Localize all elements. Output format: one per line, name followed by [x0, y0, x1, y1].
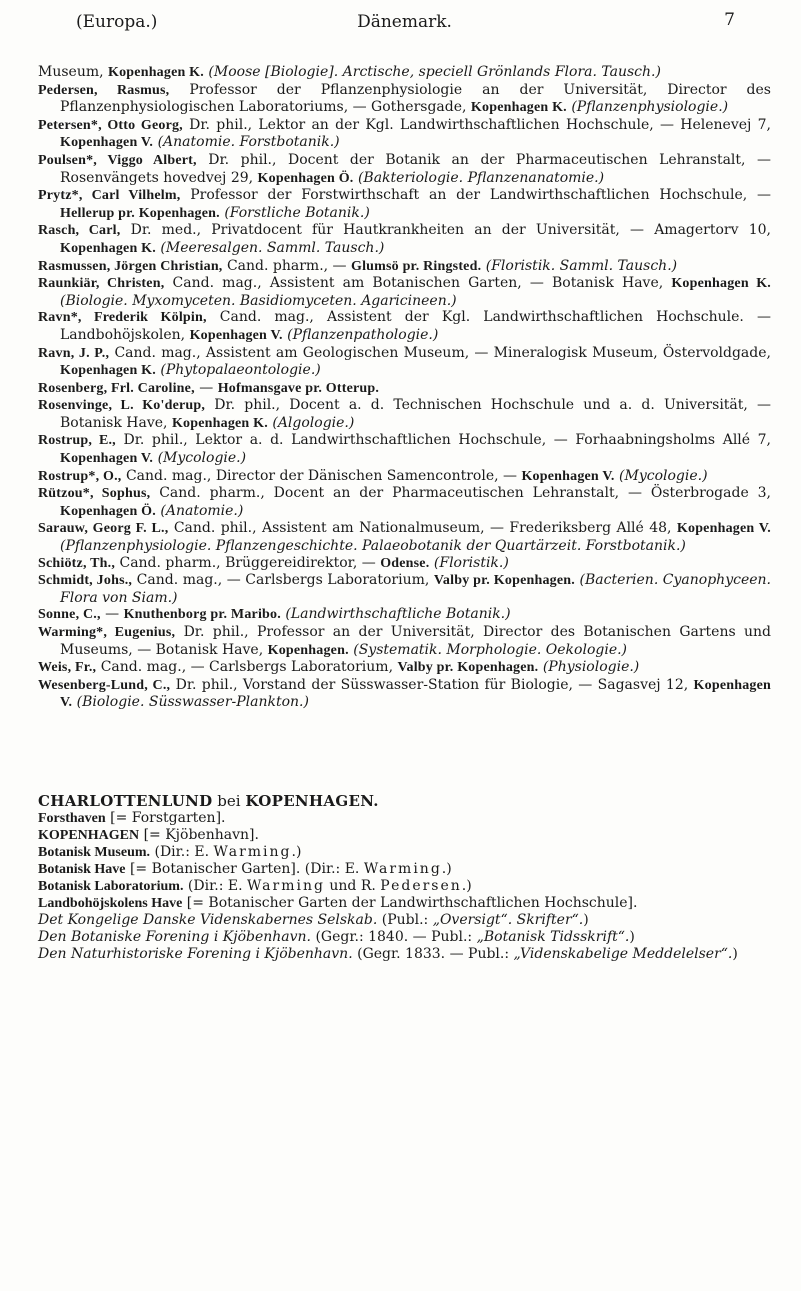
entry-specialty: (Pflanzenphysiologie. Pflanzengeschichte. Palaeobotanik der Quartärzeit. Forstbotanik.): [60, 538, 686, 555]
entry-details: Cand. pharm., Brüggereidirektor, —: [115, 554, 381, 571]
entry-specialty: (Physiologie.): [542, 659, 640, 676]
entry-details: Cand. mag., Director der Dänischen Samencontrole, —: [121, 467, 522, 484]
directory-entry: [38, 345, 771, 380]
entry-name: Raunkiär, Christen,: [38, 276, 165, 292]
directory-entry: [38, 397, 771, 432]
institution-line: KOPENHAGEN [= Kjöbenhavn].: [38, 826, 259, 843]
directory-entry: [38, 82, 771, 117]
directory-entry: [38, 485, 771, 520]
entry-city: Odense.: [380, 555, 430, 571]
directory-entry: [38, 152, 771, 187]
entry-details: Dr. phil., Lektor an der Kgl. Landwirthschaftlichen Hochschule, — Helenevej 7,: [182, 116, 771, 133]
entry-city: Hellerup pr. Kopenhagen.: [60, 205, 220, 221]
entry-name: Rosenvinge, L. Ko'derup,: [38, 398, 206, 414]
entry-details: —: [194, 379, 218, 396]
entry-specialty: (Bacterien. Cyanophyceen. Flora von Siam.): [60, 572, 771, 606]
entry-specialty: (Pflanzenphysiologie.): [571, 99, 729, 116]
entry-details: Cand. mag., Assistent der Kgl. Landwirthschaftlichen Hochschule. — Landbohöjskolen,: [60, 309, 771, 343]
header-country: Dänemark.: [357, 12, 452, 32]
entry-city: Kopenhagen K.: [171, 415, 268, 431]
directory-entry: [38, 606, 771, 624]
directory-entry: [38, 468, 771, 486]
entry-details: Dr. phil., Vorstand der Süsswasser-Station für Biologie, — Sagasvej 12,: [170, 676, 694, 693]
entry-details: Museum,: [38, 64, 109, 80]
entry-city: Glumsö pr. Ringsted.: [351, 258, 482, 274]
entry-city: Kopenhagen V.: [676, 521, 771, 537]
institution-line: Botanisk Museum. (Dir.: E. Warming.): [38, 843, 302, 860]
entry-city: Kopenhagen V.: [60, 677, 772, 711]
entry-specialty: (Forstliche Botanik.): [224, 204, 370, 221]
directory-entry: [38, 222, 771, 257]
entry-name: Petersen*, Otto Georg,: [38, 117, 183, 133]
entry-specialty: (Algologie.): [272, 414, 355, 431]
entry-details: —: [100, 606, 124, 623]
directory-entry: [38, 309, 771, 344]
entry-name: Rasmussen, Jörgen Christian,: [38, 258, 223, 274]
entry-specialty: (Floristik.): [433, 554, 509, 571]
section-title: CHARLOTTENLUND bei KOPENHAGEN.: [38, 791, 379, 810]
directory-entry: [38, 258, 771, 276]
entry-details: Dr. phil., Docent der Botanik an der Pharmaceutischen Lehranstalt, — Rosenvängets hovedvej 29,: [60, 151, 771, 186]
directory-entry: [38, 432, 771, 467]
entry-city: Kopenhagen V.: [60, 451, 154, 467]
entry-name: Schmidt, Johs.,: [38, 573, 133, 589]
entry-city: Kopenhagen.: [267, 642, 349, 658]
entry-name: Rützou*, Sophus,: [38, 486, 151, 502]
entry-city: Kopenhagen K.: [60, 363, 156, 379]
entry-details: Cand. mag., Assistent am Botanischen Garten, — Botanisk Have,: [164, 275, 672, 292]
directory-entry: [38, 677, 771, 712]
entry-name: Sarauw, Georg F. L.,: [38, 521, 169, 537]
entry-specialty: (Mycologie.): [619, 467, 708, 484]
directory-entry: [38, 572, 771, 606]
society-line: Det Kongelige Danske Videnskabernes Selskab. (Publ.: „Oversigt“. Skrifter“.): [38, 911, 589, 928]
entry-city: Kopenhagen V.: [60, 135, 154, 151]
entry-city: Kopenhagen Ö.: [60, 503, 156, 519]
entry-specialty: (Biologie. Süsswasser-Plankton.): [76, 694, 309, 711]
society-line: Den Botaniske Forening i Kjöbenhavn. (Gegr.: 1840. — Publ.: „Botanisk Tidsskrift“.): [38, 928, 635, 945]
institution-line: Botanisk Have [= Botanischer Garten]. (Dir.: E. Warming.): [38, 860, 452, 877]
entry-details: Cand. mag., Assistent am Geologischen Museum, — Mineralogisk Museum, Östervoldgade,: [109, 344, 771, 361]
location-section: [38, 792, 771, 963]
entry-name: Pedersen, Rasmus,: [38, 82, 170, 98]
institution-line: Forsthaven [= Forstgarten].: [38, 809, 226, 826]
institution-line: Landbohöjskolens Have [= Botanischer Garten der Landwirthschaftlichen Hochschule].: [38, 894, 638, 911]
entry-specialty: (Biologie. Myxomyceten. Basidiomyceten. Agaricineen.): [60, 292, 457, 309]
entry-specialty: (Floristik. Samml. Tausch.): [485, 257, 678, 274]
entry-details: Cand. pharm., Docent an der Pharmaceutischen Lehranstalt, — Österbrogade 3,: [150, 485, 771, 502]
entry-city: Kopenhagen K.: [470, 100, 567, 116]
entry-name: Schiötz, Th.,: [38, 555, 116, 571]
entry-specialty: (Systematik. Morphologie. Oekologie.): [353, 641, 628, 658]
entry-name: Weis, Fr.,: [38, 660, 97, 676]
entry-specialty: (Landwirthschaftliche Botanik.): [285, 606, 511, 623]
entry-details: Cand. phil., Assistent am Nationalmuseum, — Frederiksberg Allé 48,: [168, 520, 677, 537]
header-region: (Europa.): [76, 12, 158, 32]
entry-city: Kopenhagen V.: [521, 468, 615, 484]
entry-name: Ravn*, Frederik Kölpin,: [38, 310, 207, 326]
entry-name: Prytz*, Carl Vilhelm,: [38, 188, 181, 204]
entry-city: Kopenhagen K.: [60, 240, 156, 256]
entry-name: Warming*, Eugenius,: [38, 625, 176, 640]
entry-city: Knuthenborg pr. Maribo.: [123, 607, 281, 623]
entry-city: Kopenhagen K.: [671, 276, 771, 292]
entry-specialty: (Pflanzenpathologie.): [287, 326, 439, 343]
entry-details: Cand. pharm., —: [222, 257, 351, 274]
directory-entries: [38, 64, 771, 712]
directory-entry: [38, 117, 771, 152]
directory-entry: [38, 624, 771, 659]
entry-details: Dr. phil., Lektor a. d. Landwirthschaftlichen Hochschule, — Forhaabningsholms Allé 7,: [115, 432, 772, 449]
entry-specialty: (Anatomie.): [160, 502, 244, 519]
entry-city: Kopenhagen V.: [189, 327, 283, 343]
entry-name: Rostrup, E.,: [38, 433, 116, 449]
entry-specialty: (Moose [Biologie]. Arctische, speciell Grönlands Flora. Tausch.): [208, 64, 661, 80]
entry-name: Sonne, C.,: [38, 607, 101, 623]
institution-line: Botanisk Laboratorium. (Dir.: E. Warming und R. Pedersen.): [38, 877, 472, 894]
entry-name: Poulsen*, Viggo Albert,: [38, 152, 197, 168]
entry-name: Rostrup*, O.,: [38, 468, 122, 484]
entry-details: Dr. phil., Docent a. d. Technischen Hochschule und a. d. Universität, — Botanisk Have,: [60, 397, 772, 431]
page-number: 7: [724, 10, 735, 30]
directory-entry: [38, 555, 771, 573]
society-line: Den Naturhistoriske Forening i Kjöbenhavn. (Gegr. 1833. — Publ.: „Videnskabelige Meddelelser“.): [38, 945, 738, 962]
entry-name: Rasch, Carl,: [38, 223, 121, 239]
entry-details: Professor der Forstwirthschaft an der Landwirthschaftlichen Hochschule, —: [180, 187, 771, 204]
entry-details: Cand. mag., — Carlsbergs Laboratorium,: [96, 659, 398, 676]
directory-entry: [38, 380, 771, 398]
directory-entry: [38, 64, 771, 82]
entry-name: Rosenberg, Frl. Caroline,: [38, 380, 195, 396]
entry-city: Kopenhagen K.: [108, 65, 204, 80]
entry-specialty: (Mycologie.): [157, 450, 247, 467]
entry-city: Valby pr. Kopenhagen.: [433, 573, 575, 589]
entry-name: Wesenberg-Lund, C.,: [38, 677, 171, 693]
entry-name: Ravn, J. P.,: [38, 345, 110, 361]
entry-specialty: (Bakteriologie. Pflanzenanatomie.): [357, 169, 605, 186]
entry-specialty: (Phytopalaeontologie.): [160, 362, 321, 379]
entry-details: Cand. mag., — Carlsbergs Laboratorium,: [132, 572, 434, 589]
directory-entry: [38, 659, 771, 677]
directory-entry: [38, 187, 771, 222]
directory-entry: [38, 520, 771, 554]
entry-specialty: (Meeresalgen. Samml. Tausch.): [160, 239, 385, 256]
entry-city: Valby pr. Kopenhagen.: [397, 660, 539, 676]
entry-city: Hofmansgave pr. Otterup.: [217, 380, 380, 396]
page-header: [38, 0, 771, 44]
entry-details: Dr. phil., Professor an der Universität, Director des Botanischen Gartens und Museums, — Botanisk Have,: [60, 624, 771, 658]
entry-details: Professor der Pflanzenphysiologie an der Universität, Director des Pflanzenphysiologischen Laboratoriums, — Gothersgade,: [60, 81, 771, 116]
entry-details: Dr. med., Privatdocent für Hautkrankheiten an der Universität, — Amagertorv 10,: [120, 222, 771, 239]
entry-city: Kopenhagen Ö.: [257, 170, 354, 186]
directory-entry: [38, 275, 771, 309]
entry-specialty: (Anatomie. Forstbotanik.): [157, 134, 340, 151]
